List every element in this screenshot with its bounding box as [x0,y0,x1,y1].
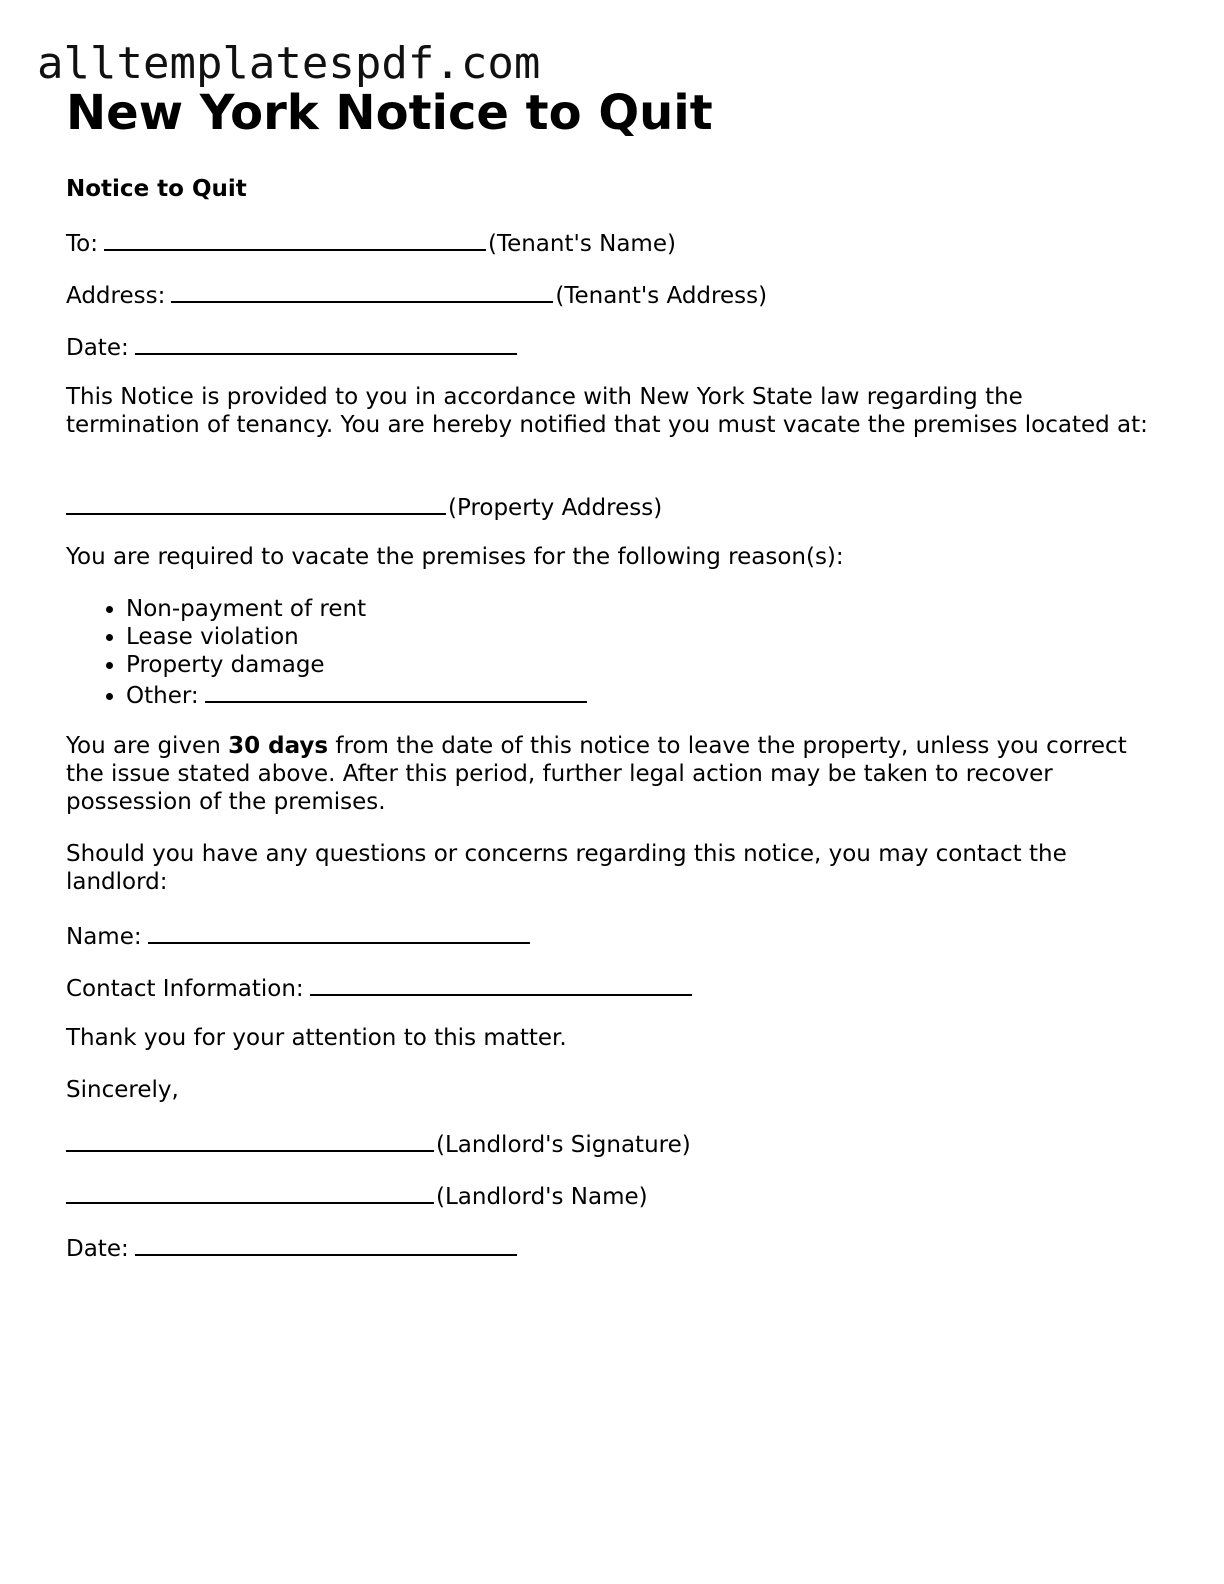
final-date-blank[interactable] [135,1232,517,1256]
property-address-hint: (Property Address) [448,495,663,521]
property-address-blank[interactable] [66,491,446,515]
final-date-label: Date: [66,1236,129,1262]
document-subtitle: Notice to Quit [66,176,247,202]
period-text-after: from the date of this notice to leave the property, unless you correct the issue stated above. After this period, further legal action may be taken to recover possession of the premises. [66,733,1127,815]
notice-document [66,84,1166,1262]
thanks-text: Thank you for your attention to this matter. [66,1025,567,1051]
contact-info-line [66,972,694,1003]
contact-info-label: Contact Information: [66,976,304,1002]
final-date-line [66,1232,519,1263]
name-label: Name: [66,924,142,950]
tenant-address-hint: (Tenant's Address) [555,283,768,309]
landlord-signature-blank[interactable] [66,1128,434,1152]
tenant-name-blank[interactable] [104,227,486,251]
date-blank[interactable] [135,331,517,355]
to-line [66,227,676,258]
intro-paragraph: This Notice is provided to you in accordance with New York State law regarding the termination of tenancy. You are hereby notified that you must vacate the premises located at: [66,384,1148,438]
date-label: Date: [66,335,129,361]
reasons-list [66,595,589,710]
landlord-name-line [66,920,532,951]
document-title: New York Notice to Quit [66,85,713,141]
landlord-contact-name-blank[interactable] [148,920,530,944]
signature-line [66,1128,691,1159]
period-paragraph [66,732,1156,816]
to-label: To: [66,231,98,257]
landlord-name-hint: (Landlord's Name) [436,1184,648,1210]
address-label: Address: [66,283,166,309]
period-days: 30 days [228,733,329,759]
property-line [66,491,662,522]
closing-text: Sincerely, [66,1077,179,1103]
period-text-before: You are given [66,733,229,759]
reasons-intro: You are required to vacate the premises for the following reason(s): [66,544,844,570]
reason-item-property-damage: • Property damage [126,651,589,679]
date-line [66,331,519,362]
landlord-name-blank[interactable] [66,1180,434,1204]
contact-info-blank[interactable] [310,972,692,996]
reason-item-nonpayment: • Non-payment of rent [126,595,589,623]
reason-item-lease-violation: • Lease violation [126,623,589,651]
tenant-name-hint: (Tenant's Name) [487,231,676,257]
contact-paragraph: Should you have any questions or concerns regarding this notice, you may contact the landlord: [66,841,1067,895]
watermark-text: alltemplatespdf.com [37,38,541,89]
other-reason-blank[interactable] [205,679,587,703]
other-label: Other: [126,683,199,709]
address-line [66,279,767,310]
landlord-name-print-line [66,1180,648,1211]
reason-item-other [126,679,589,710]
signature-hint: (Landlord's Signature) [436,1132,691,1158]
tenant-address-blank[interactable] [171,279,553,303]
